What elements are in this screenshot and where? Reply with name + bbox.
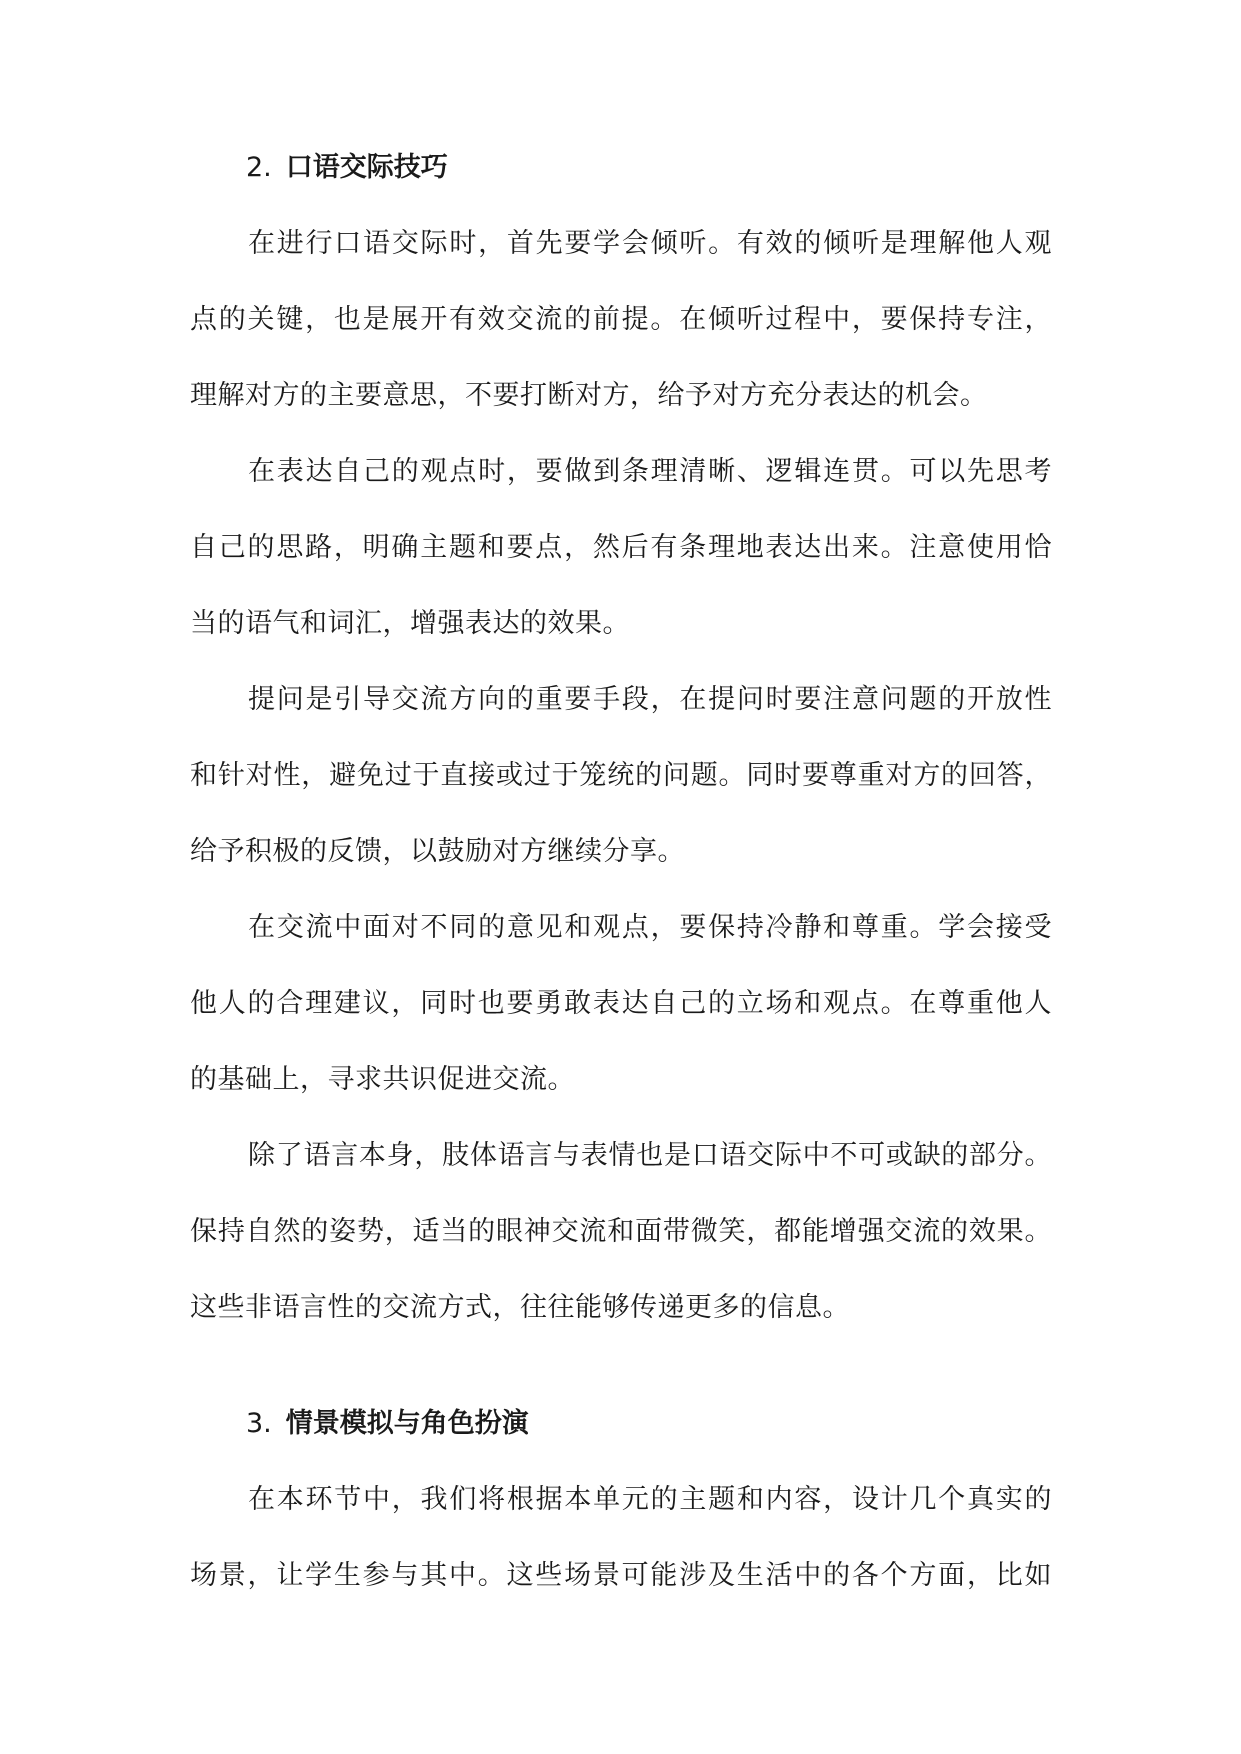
paragraph-line: 这些非语言性的交流方式，往往能够传递更多的信息。 xyxy=(190,1292,850,1323)
paragraph-body-language xyxy=(190,1118,1052,1346)
paragraph-line: 场景，让学生参与其中。这些场景可能涉及生活中的各个方面，比如 xyxy=(190,1560,1052,1591)
paragraph-line: 当的语气和词汇，增强表达的效果。 xyxy=(190,608,630,639)
paragraph-listening xyxy=(190,206,1052,434)
section-3 xyxy=(190,1386,1052,1614)
paragraph-line: 在交流中面对不同的意见和观点，要保持冷静和尊重。学会接受 xyxy=(248,912,1052,943)
section-title: 情景模拟与角色扮演 xyxy=(285,1408,529,1439)
section-heading xyxy=(190,130,1052,206)
section-heading xyxy=(190,1386,1052,1462)
paragraph-questioning xyxy=(190,662,1052,890)
paragraph-line: 他人的合理建议，同时也要勇敢表达自己的立场和观点。在尊重他人 xyxy=(190,988,1052,1019)
paragraph-differing-opinions xyxy=(190,890,1052,1118)
section-title: 口语交际技巧 xyxy=(285,152,448,183)
paragraph-expression xyxy=(190,434,1052,662)
section-gap xyxy=(190,1346,1052,1386)
paragraph-line: 保持自然的姿势，适当的眼神交流和面带微笑，都能增强交流的效果。 xyxy=(190,1216,1052,1247)
paragraph-line: 和针对性，避免过于直接或过于笼统的问题。同时要尊重对方的回答， xyxy=(190,760,1052,791)
paragraph-line: 的基础上，寻求共识促进交流。 xyxy=(190,1064,575,1095)
paragraph-line: 理解对方的主要意思，不要打断对方，给予对方充分表达的机会。 xyxy=(190,380,988,411)
paragraph-line: 除了语言本身，肢体语言与表情也是口语交际中不可或缺的部分。 xyxy=(248,1140,1052,1171)
paragraph-line: 给予积极的反馈，以鼓励对方继续分享。 xyxy=(190,836,685,867)
paragraph-line: 点的关键，也是展开有效交流的前提。在倾听过程中，要保持专注， xyxy=(190,304,1052,335)
section-number: 3. xyxy=(246,1408,272,1439)
section-number: 2. xyxy=(246,152,272,183)
paragraph-line: 在进行口语交际时，首先要学会倾听。有效的倾听是理解他人观 xyxy=(248,228,1052,259)
paragraph-line: 在本环节中，我们将根据本单元的主题和内容，设计几个真实的 xyxy=(248,1484,1052,1515)
paragraph-line: 提问是引导交流方向的重要手段，在提问时要注意问题的开放性 xyxy=(248,684,1052,715)
document-page xyxy=(190,130,1052,1614)
paragraph-scenario-intro xyxy=(190,1462,1052,1614)
paragraph-line: 在表达自己的观点时，要做到条理清晰、逻辑连贯。可以先思考 xyxy=(248,456,1052,487)
section-2 xyxy=(190,130,1052,1346)
paragraph-line: 自己的思路，明确主题和要点，然后有条理地表达出来。注意使用恰 xyxy=(190,532,1052,563)
